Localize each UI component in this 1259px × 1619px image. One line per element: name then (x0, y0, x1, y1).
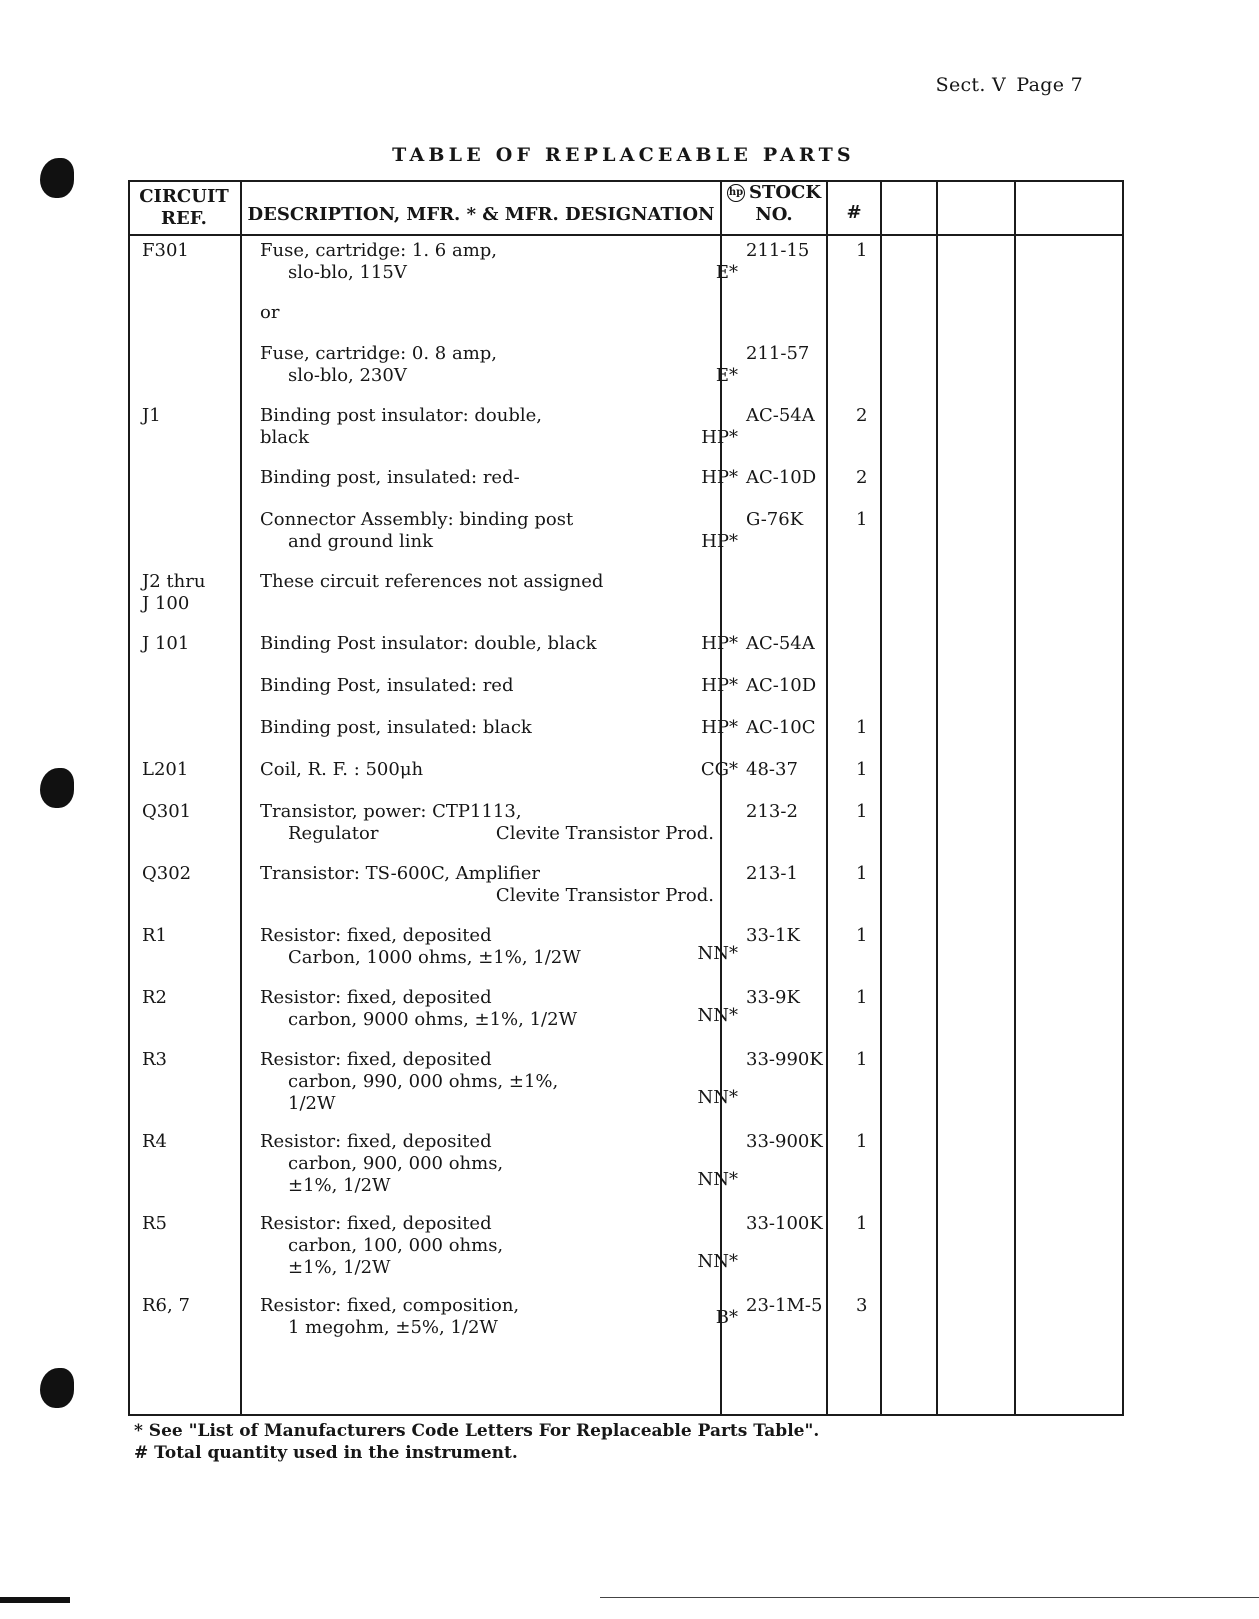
description (260, 405, 590, 449)
stock-number: AC-10D (746, 675, 817, 696)
header-quantity: # (846, 202, 862, 223)
mfr-code-text: NN* (697, 1251, 738, 1272)
stock-number: AC-10C (746, 717, 816, 738)
mfr-code (628, 1169, 738, 1191)
description-line: Resistor: fixed, deposited (260, 1131, 492, 1152)
quantity: 1 (856, 1131, 868, 1152)
circuit-ref: J1 (142, 405, 161, 426)
mfr-code (628, 1251, 738, 1273)
description-line: and ground link (288, 531, 433, 552)
quantity: 1 (856, 925, 868, 946)
stock-number: AC-54A (746, 633, 815, 654)
description-line: Transistor: TS-600C, Amplifier (260, 863, 541, 884)
mfr-code-text: E* (715, 365, 738, 386)
description-line: These circuit references not assigned (260, 571, 604, 592)
mfr-code-text: Clevite Transistor Prod. (495, 823, 714, 844)
description (260, 675, 590, 697)
description (260, 1131, 660, 1197)
header-circuit-ref (130, 186, 238, 230)
description-line: 1 megohm, ±5%, 1/2W (288, 1317, 498, 1338)
punch-hole (40, 158, 74, 198)
description-line: Carbon, 1000 ohms, ±1%, 1/2W (288, 947, 581, 968)
stock-number: 211-57 (746, 343, 810, 364)
mfr-code (488, 823, 714, 845)
mfr-code (488, 885, 714, 907)
punch-hole (40, 768, 74, 808)
mfr-code-text: B* (715, 1307, 738, 1328)
stock-number: 213-2 (746, 801, 798, 822)
mfr-code-text: HP* (701, 531, 738, 552)
mfr-code-text: HP* (701, 467, 738, 488)
header-stock-line1 (722, 182, 826, 204)
description (260, 240, 590, 284)
header-circuit-ref-line1: CIRCUIT (139, 186, 229, 207)
quantity: 1 (856, 1213, 868, 1234)
description (260, 1295, 660, 1339)
description (260, 1213, 660, 1279)
stock-number: 33-100K (746, 1213, 823, 1234)
description (260, 509, 590, 553)
circuit-ref: R2 (142, 987, 168, 1008)
quantity: 2 (856, 405, 868, 426)
mfr-code (628, 717, 738, 739)
mfr-code (628, 1307, 738, 1329)
stock-number: AC-54A (746, 405, 815, 426)
quantity: 1 (856, 863, 868, 884)
footnote-manufacturer: * See "List of Manufacturers Code Letters For Replaceable Parts Table". (134, 1421, 820, 1441)
description-line: slo-blo, 230V (288, 365, 407, 386)
description-line: carbon, 100, 000 ohms, (288, 1235, 504, 1256)
description-line: slo-blo, 115V (288, 262, 407, 283)
description-line: Connector Assembly: binding post (260, 509, 574, 530)
description-line: Resistor: fixed, deposited (260, 925, 492, 946)
header-circuit-ref-line2: REF. (161, 208, 207, 229)
header-stock-line2: NO. (755, 204, 793, 225)
quantity: 1 (856, 1049, 868, 1070)
mfr-code (628, 365, 738, 387)
description-line: Fuse, cartridge: 1. 6 amp, (260, 240, 498, 261)
description-line: carbon, 9000 ohms, ±1%, 1/2W (288, 1009, 578, 1030)
mfr-code-text: Clevite Transistor Prod. (495, 885, 714, 906)
description-line: Regulator (288, 823, 379, 844)
footnotes (134, 1420, 819, 1464)
circuit-ref: J2 thru J 100 (142, 571, 206, 614)
circuit-ref: R4 (142, 1131, 168, 1152)
circuit-ref: R1 (142, 925, 168, 946)
mfr-code (628, 943, 738, 965)
stock-number: 23-1M-5 (746, 1295, 823, 1316)
punch-hole (40, 1368, 74, 1408)
stock-number: 211-15 (746, 240, 810, 261)
mfr-code (628, 467, 738, 489)
mfr-code-text: CG* (700, 759, 738, 780)
stock-number: 33-1K (746, 925, 800, 946)
header-description: DESCRIPTION, MFR. * & MFR. DESIGNATION (247, 204, 715, 225)
header-stock-no (722, 182, 826, 226)
description-line: Binding Post, insulated: red (260, 675, 514, 696)
description-line: Binding post, insulated: red- (260, 467, 520, 488)
quantity: 1 (856, 759, 868, 780)
description-line: Resistor: fixed, deposited (260, 1213, 492, 1234)
mfr-code-text: HP* (701, 675, 738, 696)
mfr-code-text: NN* (697, 1005, 738, 1026)
circuit-ref: Q302 (142, 863, 192, 884)
stock-number: 48-37 (746, 759, 798, 780)
description-line: Binding post, insulated: black (260, 717, 532, 738)
description-line: Transistor, power: CTP1113, (260, 801, 522, 822)
circuit-ref: L201 (142, 759, 189, 780)
description-line: carbon, 900, 000 ohms, (288, 1153, 504, 1174)
stock-number: 213-1 (746, 863, 798, 884)
stock-number: AC-10D (746, 467, 817, 488)
stock-number: 33-900K (746, 1131, 823, 1152)
description (260, 863, 720, 885)
section-label: Sect. V (935, 74, 1007, 96)
scan-edge-line (600, 1597, 1259, 1598)
description-line: Resistor: fixed, composition, (260, 1295, 520, 1316)
scan-edge-mark (0, 1597, 70, 1603)
hp-logo-icon: hp (727, 184, 745, 202)
quantity: 1 (856, 240, 868, 261)
description (260, 759, 590, 781)
circuit-ref: Q301 (142, 801, 192, 822)
mfr-code (628, 1005, 738, 1027)
circuit-ref: J 101 (142, 633, 190, 654)
mfr-code-text: E* (715, 262, 738, 283)
circuit-ref: F301 (142, 240, 189, 261)
mfr-code-text: HP* (701, 633, 738, 654)
description-line: Resistor: fixed, deposited (260, 987, 492, 1008)
table-title-text: TABLE OF REPLACEABLE PARTS (392, 144, 855, 166)
quantity: 1 (856, 509, 868, 530)
description (260, 987, 660, 1031)
description (260, 717, 590, 739)
quantity: 1 (856, 801, 868, 822)
quantity: 1 (856, 987, 868, 1008)
mfr-code (628, 262, 738, 284)
mfr-code (628, 633, 738, 655)
mfr-code (628, 759, 738, 781)
mfr-code (628, 531, 738, 553)
page-header (932, 74, 1083, 96)
circuit-ref: R5 (142, 1213, 168, 1234)
description (260, 467, 590, 489)
page-number: Page 7 (1016, 74, 1083, 96)
mfr-code-text: NN* (697, 1169, 738, 1190)
column-divider (240, 180, 242, 1416)
table-title (0, 144, 1259, 166)
column-divider (1014, 180, 1016, 1416)
description-line: Resistor: fixed, deposited (260, 1049, 492, 1070)
description-line: carbon, 990, 000 ohms, ±1%, (288, 1071, 559, 1092)
header-divider (128, 234, 1124, 236)
footnote-quantity: # Total quantity used in the instrument. (134, 1443, 518, 1463)
description-line: Binding post insulator: double, black (260, 405, 542, 448)
description (260, 925, 660, 969)
mfr-code-text: HP* (701, 427, 738, 448)
description (260, 633, 680, 655)
stock-number: 33-9K (746, 987, 800, 1008)
mfr-code (628, 675, 738, 697)
mfr-code-text: NN* (697, 943, 738, 964)
mfr-code-text: HP* (701, 717, 738, 738)
header-stock-text: STOCK (748, 182, 822, 203)
quantity: 2 (856, 467, 868, 488)
description-line: Fuse, cartridge: 0. 8 amp, (260, 343, 498, 364)
description (260, 302, 590, 324)
description-line: Coil, R. F. : 500μh (260, 759, 424, 780)
description (260, 343, 590, 387)
mfr-code (628, 427, 738, 449)
description (260, 571, 680, 593)
mfr-code-text: NN* (697, 1087, 738, 1108)
stock-number: G-76K (746, 509, 804, 530)
description-line: ±1%, 1/2W (288, 1257, 391, 1278)
description (260, 1049, 660, 1115)
description-line: 1/2W (288, 1093, 336, 1114)
quantity: 3 (856, 1295, 868, 1316)
circuit-ref: R3 (142, 1049, 168, 1070)
description-line: ±1%, 1/2W (288, 1175, 391, 1196)
description-line: Binding Post insulator: double, black (260, 633, 597, 654)
description-line: or (260, 302, 280, 323)
quantity: 1 (856, 717, 868, 738)
circuit-ref: R6, 7 (142, 1295, 190, 1316)
column-divider (936, 180, 938, 1416)
mfr-code (628, 1087, 738, 1109)
stock-number: 33-990K (746, 1049, 823, 1070)
